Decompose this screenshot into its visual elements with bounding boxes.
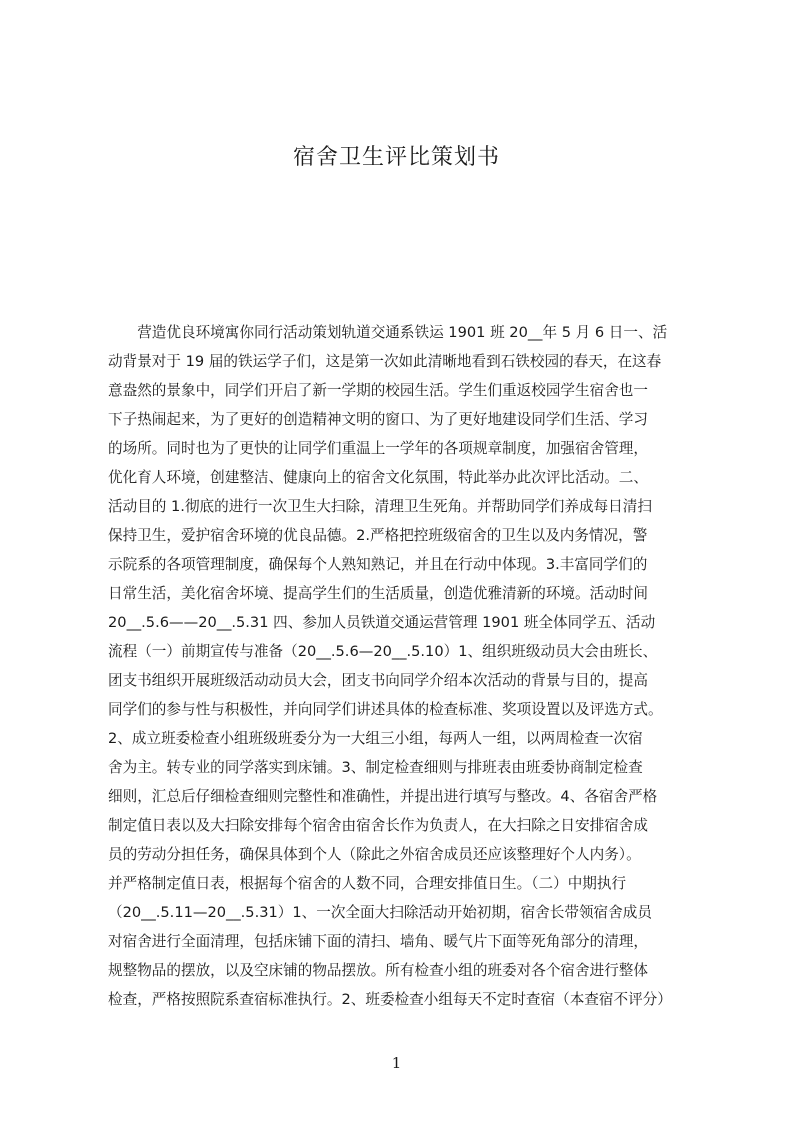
text-line: 检查，严格按照院系查宿标准执行。2、班委检查小组每天不定时查宿（本查宿不评分） xyxy=(108,991,672,1008)
text-line: 保持卫生，爱护宿舍环境的优良品德。2.严格把控班级宿舍的卫生以及内务情况，警 xyxy=(108,527,648,544)
text-line: 同学们的参与性与积极性，并向同学们讲述具体的检查标准、奖项设置以及评选方式。 xyxy=(108,701,663,718)
text-line: 舍为主。转专业的同学落实到床铺。3、制定检查细则与排班表由班委协商制定检查 xyxy=(108,759,643,776)
text-line: 流程（一）前期宣传与准备（20__.5.6—20__.5.10）1、组织班级动员大会由班长、 xyxy=(108,643,658,660)
text-line: （20__.5.11—20__.5.31）1、一次全面大扫除活动开始初期，宿舍长带领宿舍成员 xyxy=(108,904,652,921)
text-line: 营造优良环境寓你同行活动策划轨道交通系铁运 1901 班 20__年 5 月 6 日一、活 xyxy=(108,324,668,341)
text-line: 活动目的 1.彻底的进行一次卫生大扫除，清理卫生死角。并帮助同学们养成每日清扫 xyxy=(108,498,652,515)
text-line: 动背景对于 19 届的铁运学子们，这是第一次如此清晰地看到石铁校园的春天，在这春 xyxy=(108,353,662,370)
text-line: 细则，汇总后仔细检查细则完整性和准确性，并提出进行填写与整改。4、各宿舍严格 xyxy=(108,788,658,805)
text-line: 的场所。同时也为了更快的让同学们重温上一学年的各项规章制度，加强宿舍管理， xyxy=(108,440,648,457)
text-line: 意盎然的景象中，同学们开启了新一学期的校园生活。学生们重返校园学生宿舍也一 xyxy=(108,382,648,399)
text-line: 日常生活，美化宿舍坏境、提高学生们的生活质量，创造优雅清新的环境。活动时间 xyxy=(108,585,648,602)
page-number: 1 xyxy=(391,1054,402,1072)
text-line: 员的劳动分担任务，确保具体到个人（除此之外宿舍成员还应该整理好个人内务）。 xyxy=(108,846,641,863)
text-line: 团支书组织开展班级活动动员大会，团支书向同学介绍本次活动的背景与目的，提高 xyxy=(108,672,648,689)
text-line: 2、成立班委检查小组班级班委分为一大组三小组，每两人一组，以两周检查一次宿 xyxy=(108,730,643,747)
text-line: 下子热闹起来，为了更好的创造精神文明的窗口、为了更好地建设同学们生活、学习 xyxy=(108,411,648,428)
text-line: 规整物品的摆放，以及空床铺的物品摆放。所有检查小组的班委对各个宿舍进行整体 xyxy=(108,962,648,979)
text-line xyxy=(108,1014,698,1018)
text-line: 并严格制定值日表，根据每个宿舍的人数不同，合理安排值日生。（二）中期执行 xyxy=(108,875,627,892)
document-title: 宿舍卫生评比策划书 xyxy=(292,145,500,170)
text-line: 示院系的各项管理制度，确保每个人熟知熟记，并且在行动中体现。3.丰富同学们的 xyxy=(108,556,648,573)
text-line: 对宿舍进行全面清理，包括床铺下面的清扫、墙角、暖气片下面等死角部分的清理， xyxy=(108,933,648,950)
text-line: 优化育人环境，创建整洁、健康向上的宿舍文化氛围，特此举办此次评比活动。二、 xyxy=(108,469,648,486)
body-paragraph xyxy=(108,318,698,1018)
text-line: 20__.5.6——20__.5.31 四、参加人员铁道交通运营管理 1901 班全体同学五、活动 xyxy=(108,614,656,631)
text-line: 制定值日表以及大扫除安排每个宿舍由宿舍长作为负责人，在大扫除之日安排宿舍成 xyxy=(108,817,648,834)
